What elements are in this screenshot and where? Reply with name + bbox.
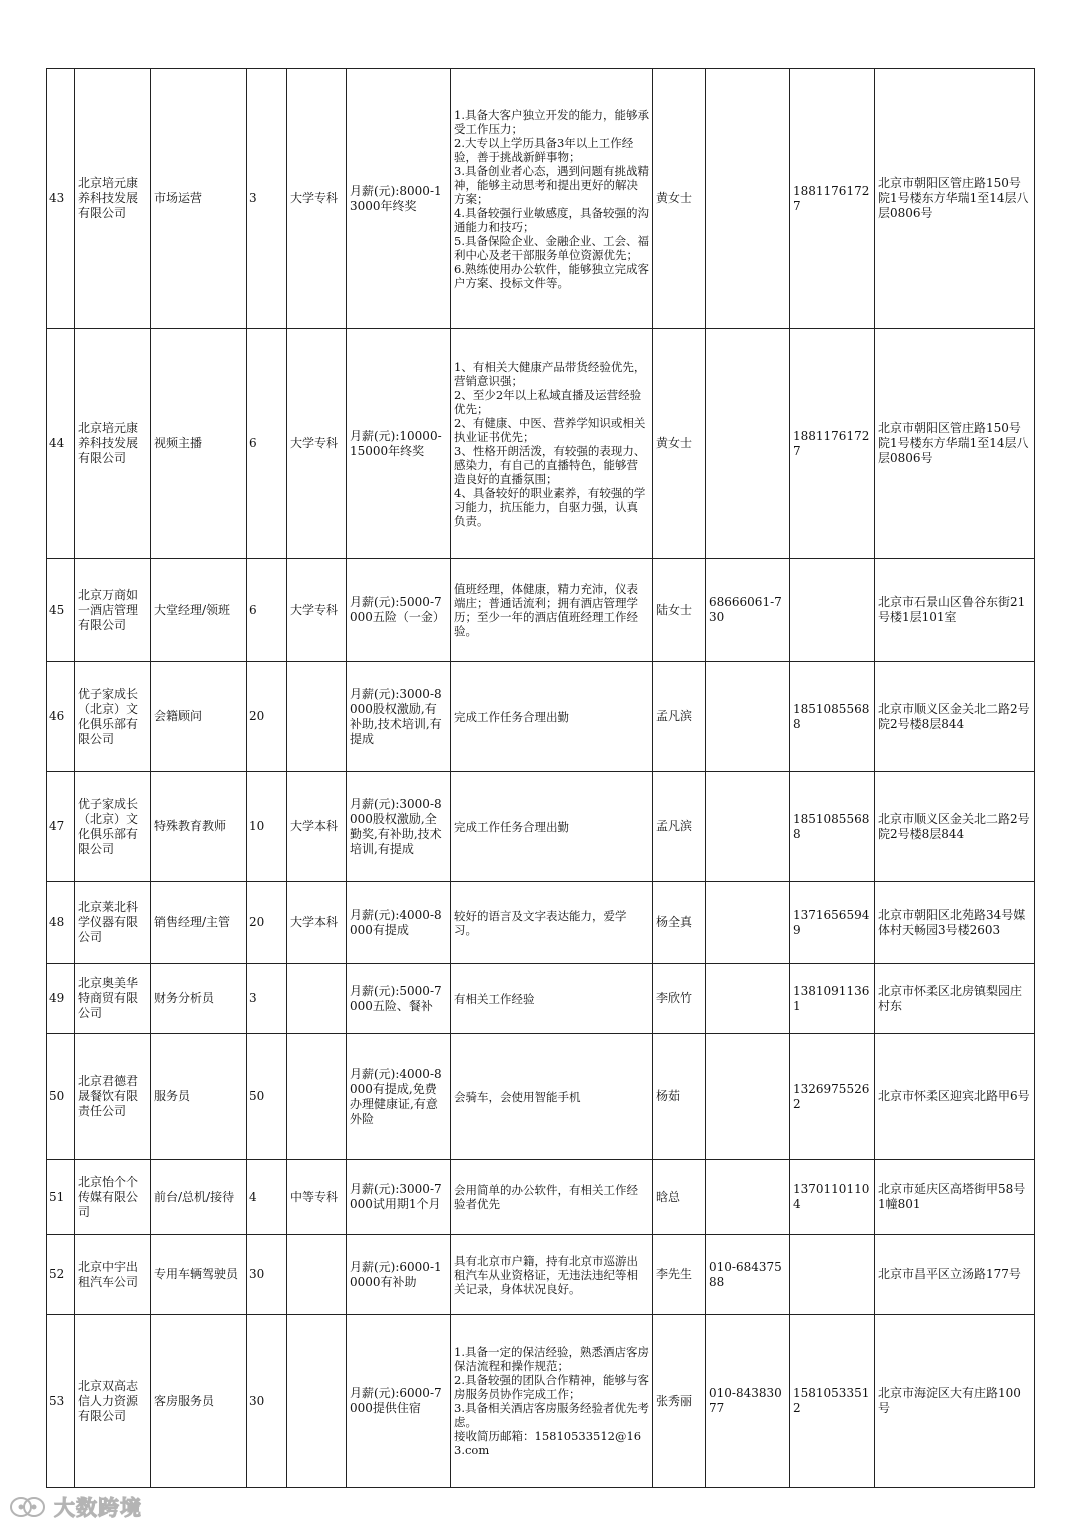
education-requirement: 大学专科 xyxy=(287,329,347,559)
company-name: 北京培元康养科技发展有限公司 xyxy=(75,69,151,329)
table-row xyxy=(47,964,1035,1034)
contact-person: 黄女士 xyxy=(653,69,706,329)
table-row xyxy=(47,1034,1035,1160)
requirement-line: 1、有相关大健康产品带货经验优先，营销意识强； xyxy=(454,359,646,388)
hiring-count: 3 xyxy=(247,69,287,329)
education-requirement: 大学专科 xyxy=(287,559,347,662)
requirement-line: 完成工作任务合理出勤 xyxy=(454,709,569,724)
mobile-phone: 13269755262 xyxy=(790,1034,875,1160)
table-row xyxy=(47,1160,1035,1235)
salary-info: 月薪(元):5000-7000五险（一金） xyxy=(347,559,451,662)
contact-person: 黄女士 xyxy=(653,329,706,559)
table-row xyxy=(47,882,1035,964)
company-name: 北京万商如一酒店管理有限公司 xyxy=(75,559,151,662)
mobile-phone xyxy=(790,559,875,662)
contact-person: 李先生 xyxy=(653,1235,706,1315)
work-address: 北京市怀柔区迎宾北路甲6号 xyxy=(875,1034,1035,1160)
company-name: 北京君德君晟餐饮有限责任公司 xyxy=(75,1034,151,1160)
mobile-phone: 18811761727 xyxy=(790,69,875,329)
office-phone xyxy=(706,662,790,772)
salary-info: 月薪(元):4000-8000有提成,免费办理健康证,有意外险 xyxy=(347,1034,451,1160)
salary-info: 月薪(元):10000-15000年终奖 xyxy=(347,329,451,559)
education-requirement: 大学本科 xyxy=(287,772,347,882)
position-title: 市场运营 xyxy=(151,69,247,329)
table-row xyxy=(47,1315,1035,1488)
work-address: 北京市昌平区立汤路177号 xyxy=(875,1235,1035,1315)
job-requirements xyxy=(451,559,653,662)
requirement-line: 5.具备保险企业、金融企业、工会、福利中心及老干部服务单位资源优先； xyxy=(454,233,649,262)
position-title: 客房服务员 xyxy=(151,1315,247,1488)
salary-info: 月薪(元):4000-8000有提成 xyxy=(347,882,451,964)
education-requirement: 大学本科 xyxy=(287,882,347,964)
hiring-count: 10 xyxy=(247,772,287,882)
requirement-line: 会骑车，会使用智能手机 xyxy=(454,1089,581,1104)
contact-person: 李欣竹 xyxy=(653,964,706,1034)
work-address: 北京市顺义区金关北二路2号院2号楼8层844 xyxy=(875,772,1035,882)
row-number: 47 xyxy=(47,772,75,882)
requirement-line: 1.具备一定的保洁经验，熟悉酒店客房保洁流程和操作规范； xyxy=(454,1345,649,1373)
work-address: 北京市朝阳区管庄路150号院1号楼东方华瑞1至14层八层0806号 xyxy=(875,69,1035,329)
row-number: 49 xyxy=(47,964,75,1034)
requirement-line: 3.具备相关酒店客房服务经验者优先考虑。 xyxy=(454,1401,649,1429)
mobile-phone: 13716565949 xyxy=(790,882,875,964)
job-listing-table xyxy=(46,68,1035,1488)
work-address: 北京市延庆区高塔街甲58号1幢801 xyxy=(875,1160,1035,1235)
requirement-line: 4、具备较好的职业素养，有较强的学习能力，抗压能力，自驱力强，认真负责。 xyxy=(454,485,646,528)
requirement-line: 2、有健康、中医、营养学知识或相关执业证书优先； xyxy=(454,415,646,444)
mobile-phone: 13701101104 xyxy=(790,1160,875,1235)
job-requirements xyxy=(451,964,653,1034)
watermark-text: 大数跨境 xyxy=(54,1496,142,1520)
requirement-line: 接收简历邮箱：15810533512@163.com xyxy=(454,1429,642,1457)
job-requirements xyxy=(451,1160,653,1235)
job-requirements xyxy=(451,1315,653,1488)
table-row xyxy=(47,329,1035,559)
education-requirement: 大学专科 xyxy=(287,69,347,329)
contact-person: 孟凡滨 xyxy=(653,772,706,882)
table-row xyxy=(47,772,1035,882)
table-row xyxy=(47,1235,1035,1315)
requirement-line: 1.具备大客户独立开发的能力，能够承受工作压力； xyxy=(454,107,649,136)
requirement-line: 3、性格开朗活泼，有较强的表现力、感染力，有自己的直播特色，能够营造良好的直播氛围； xyxy=(454,443,646,486)
requirement-line: 具有北京市户籍，持有北京市巡游出租汽车从业资格证，无违法违纪等相关记录，身体状况良好。 xyxy=(454,1253,638,1296)
position-title: 专用车辆驾驶员 xyxy=(151,1235,247,1315)
office-phone xyxy=(706,69,790,329)
office-phone xyxy=(706,1160,790,1235)
row-number: 51 xyxy=(47,1160,75,1235)
position-title: 特殊教育教师 xyxy=(151,772,247,882)
job-requirements xyxy=(451,882,653,964)
company-name: 北京奥美华特商贸有限公司 xyxy=(75,964,151,1034)
job-requirements xyxy=(451,1235,653,1315)
office-phone xyxy=(706,772,790,882)
salary-info: 月薪(元):6000-7000提供住宿 xyxy=(347,1315,451,1488)
salary-info: 月薪(元):5000-7000五险、餐补 xyxy=(347,964,451,1034)
requirement-line: 4.具备较强行业敏感度，具备较强的沟通能力和技巧； xyxy=(454,205,649,234)
row-number: 52 xyxy=(47,1235,75,1315)
hiring-count: 20 xyxy=(247,662,287,772)
work-address: 北京市顺义区金关北二路2号院2号楼8层844 xyxy=(875,662,1035,772)
hiring-count: 50 xyxy=(247,1034,287,1160)
job-requirements xyxy=(451,662,653,772)
mobile-phone: 18811761727 xyxy=(790,329,875,559)
education-requirement xyxy=(287,1235,347,1315)
position-title: 会籍顾问 xyxy=(151,662,247,772)
company-name: 北京中宇出租汽车公司 xyxy=(75,1235,151,1315)
company-name: 北京莱北科学仪器有限公司 xyxy=(75,882,151,964)
row-number: 46 xyxy=(47,662,75,772)
position-title: 大堂经理/领班 xyxy=(151,559,247,662)
salary-info: 月薪(元):6000-10000有补助 xyxy=(347,1235,451,1315)
hiring-count: 20 xyxy=(247,882,287,964)
job-requirements xyxy=(451,772,653,882)
position-title: 服务员 xyxy=(151,1034,247,1160)
contact-person: 杨全真 xyxy=(653,882,706,964)
education-requirement xyxy=(287,1315,347,1488)
hiring-count: 4 xyxy=(247,1160,287,1235)
company-name: 优子家成长（北京）文化俱乐部有限公司 xyxy=(75,662,151,772)
position-title: 销售经理/主管 xyxy=(151,882,247,964)
job-requirements xyxy=(451,69,653,329)
position-title: 财务分析员 xyxy=(151,964,247,1034)
office-phone xyxy=(706,329,790,559)
requirement-line: 值班经理，体健康，精力充沛，仪表端庄；普通话流利；拥有酒店管理学历；至少一年的酒店值班经理工作经验。 xyxy=(454,582,638,638)
salary-info: 月薪(元):8000-13000年终奖 xyxy=(347,69,451,329)
contact-person: 杨茹 xyxy=(653,1034,706,1160)
requirement-line: 有相关工作经验 xyxy=(454,991,535,1006)
company-name: 优子家成长（北京）文化俱乐部有限公司 xyxy=(75,772,151,882)
mobile-phone: 15810533512 xyxy=(790,1315,875,1488)
education-requirement xyxy=(287,964,347,1034)
contact-person: 晗总 xyxy=(653,1160,706,1235)
row-number: 44 xyxy=(47,329,75,559)
hiring-count: 6 xyxy=(247,559,287,662)
requirement-line: 6.熟练使用办公软件，能够独立完成客户方案、投标文件等。 xyxy=(454,261,649,290)
office-phone: 010-84383077 xyxy=(706,1315,790,1488)
work-address: 北京市朝阳区管庄路150号院1号楼东方华瑞1至14层八层0806号 xyxy=(875,329,1035,559)
contact-person: 孟凡滨 xyxy=(653,662,706,772)
hiring-count: 3 xyxy=(247,964,287,1034)
company-name: 北京怡个个传媒有限公司 xyxy=(75,1160,151,1235)
mobile-phone xyxy=(790,1235,875,1315)
hiring-count: 30 xyxy=(247,1315,287,1488)
salary-info: 月薪(元):3000-7000试用期1个月 xyxy=(347,1160,451,1235)
requirement-line: 2.大专以上学历具备3年以上工作经验，善于挑战新鲜事物； xyxy=(454,135,634,164)
position-title: 前台/总机/接待 xyxy=(151,1160,247,1235)
office-phone xyxy=(706,964,790,1034)
salary-info: 月薪(元):3000-8000股权激励,全勤奖,有补助,技术培训,有提成 xyxy=(347,772,451,882)
education-requirement xyxy=(287,1034,347,1160)
table-row xyxy=(47,559,1035,662)
requirement-line: 完成工作任务合理出勤 xyxy=(454,819,569,834)
company-name: 北京双高志信人力资源有限公司 xyxy=(75,1315,151,1488)
watermark xyxy=(8,1492,142,1522)
mobile-phone: 13810911361 xyxy=(790,964,875,1034)
row-number: 48 xyxy=(47,882,75,964)
requirement-line: 2.具备较强的团队合作精神，能够与客房服务员协作完成工作； xyxy=(454,1373,649,1401)
work-address: 北京市怀柔区北房镇梨园庄村东 xyxy=(875,964,1035,1034)
contact-person: 张秀丽 xyxy=(653,1315,706,1488)
row-number: 45 xyxy=(47,559,75,662)
brand-logo-icon xyxy=(8,1495,48,1519)
mobile-phone: 18510855688 xyxy=(790,662,875,772)
job-requirements xyxy=(451,329,653,559)
contact-person: 陆女士 xyxy=(653,559,706,662)
requirement-line: 3.具备创业者心态，遇到问题有挑战精神，能够主动思考和提出更好的解决方案； xyxy=(454,163,649,206)
work-address: 北京市海淀区大有庄路100号 xyxy=(875,1315,1035,1488)
office-phone: 68666061-730 xyxy=(706,559,790,662)
table-row xyxy=(47,662,1035,772)
requirement-line: 会用简单的办公软件，有相关工作经验者优先 xyxy=(454,1183,638,1211)
company-name: 北京培元康养科技发展有限公司 xyxy=(75,329,151,559)
education-requirement: 中等专科 xyxy=(287,1160,347,1235)
job-requirements xyxy=(451,1034,653,1160)
table-row xyxy=(47,69,1035,329)
hiring-count: 6 xyxy=(247,329,287,559)
row-number: 53 xyxy=(47,1315,75,1488)
requirement-line: 较好的语言及文字表达能力，爱学习。 xyxy=(454,908,627,937)
row-number: 50 xyxy=(47,1034,75,1160)
hiring-count: 30 xyxy=(247,1235,287,1315)
office-phone xyxy=(706,1034,790,1160)
office-phone xyxy=(706,882,790,964)
work-address: 北京市石景山区鲁谷东街21号楼1层101室 xyxy=(875,559,1035,662)
mobile-phone: 18510855688 xyxy=(790,772,875,882)
requirement-line: 2、至少2年以上私域直播及运营经验优先； xyxy=(454,387,642,416)
office-phone: 010-68437588 xyxy=(706,1235,790,1315)
row-number: 43 xyxy=(47,69,75,329)
salary-info: 月薪(元):3000-8000股权激励,有补助,技术培训,有提成 xyxy=(347,662,451,772)
position-title: 视频主播 xyxy=(151,329,247,559)
education-requirement xyxy=(287,662,347,772)
work-address: 北京市朝阳区北苑路34号媒体村天畅园3号楼2603 xyxy=(875,882,1035,964)
